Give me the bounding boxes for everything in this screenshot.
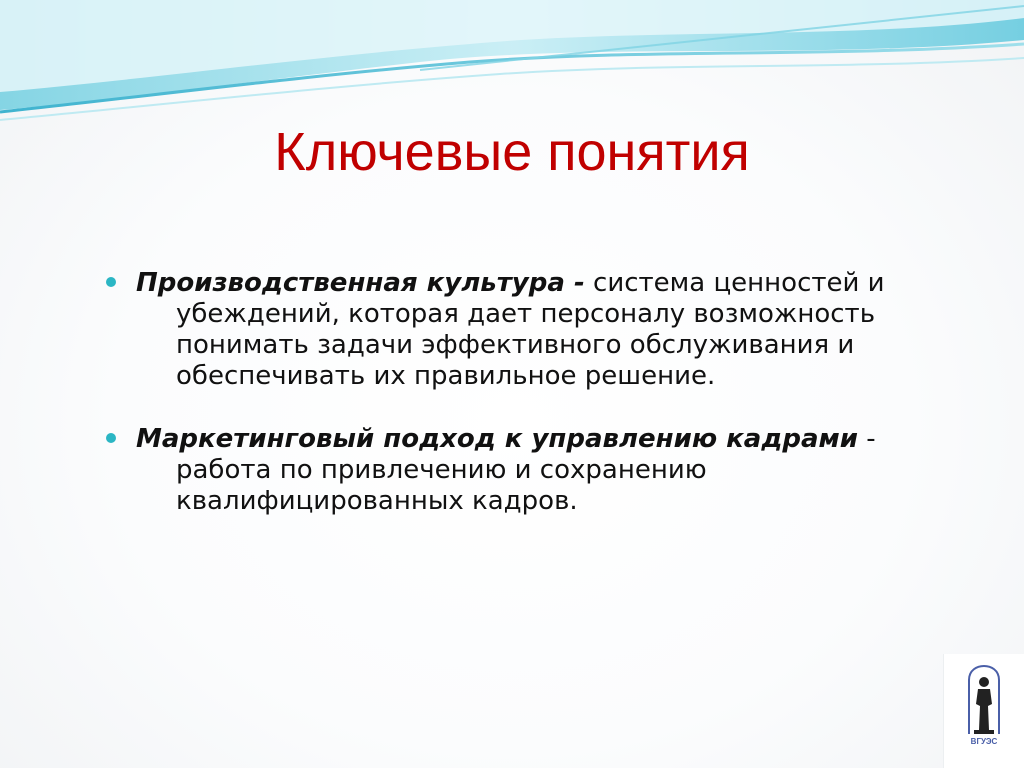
bullet-icon	[106, 433, 116, 443]
slide-title: Ключевые понятия	[274, 122, 750, 182]
bullet-icon	[106, 277, 116, 287]
university-logo-icon	[961, 664, 1007, 750]
logo-panel	[943, 654, 1024, 768]
list-item	[76, 424, 956, 517]
term-label: Производственная культура -	[136, 268, 585, 298]
list-item	[76, 268, 956, 392]
bullet-list	[76, 268, 956, 549]
logo-text: ВГУЭС	[970, 737, 998, 746]
term-definition: - работа по привлечению и сохранению квалифицированных кадров.	[176, 424, 876, 516]
wave-decoration	[0, 0, 1024, 130]
term-label: Маркетинговый подход к управлению кадрами	[136, 424, 858, 454]
term-definition: система ценностей и убеждений, которая дает персоналу возможность понимать задачи эффективного обслуживания и обеспечивать их правильное решение.	[176, 268, 885, 391]
